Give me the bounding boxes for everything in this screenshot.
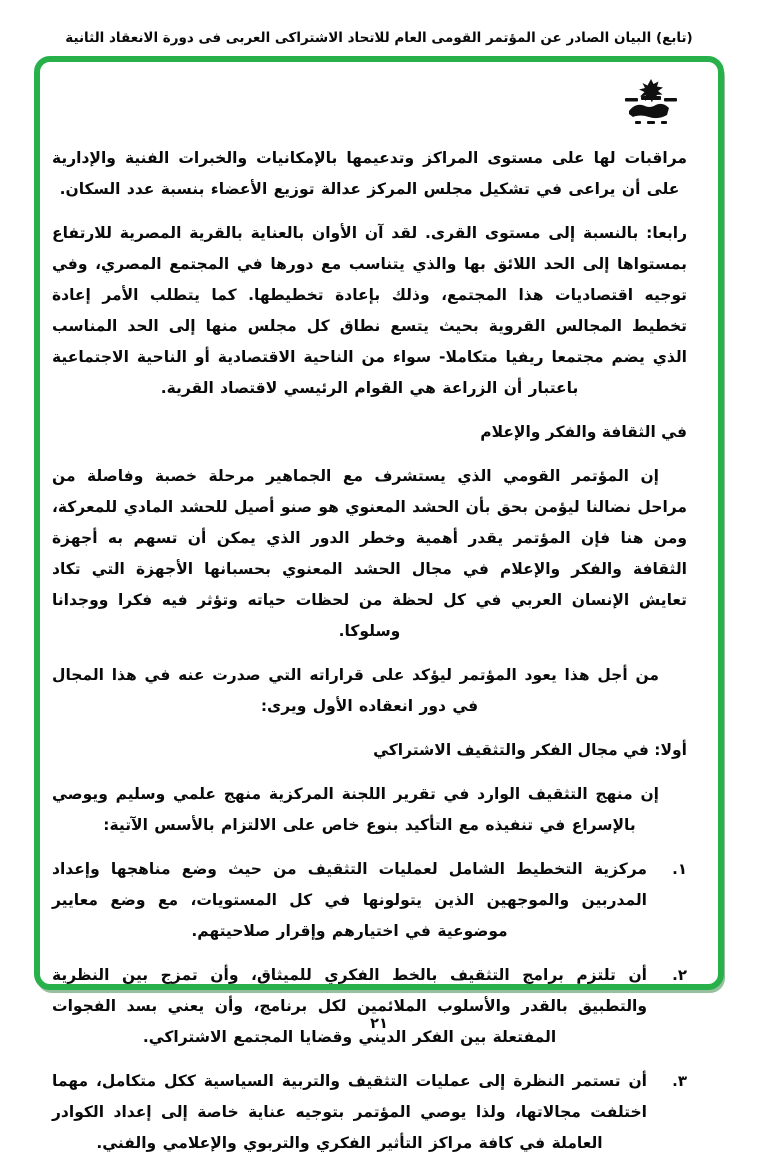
- section-heading-first: أولا: في مجال الفكر والتثقيف الاشتراكي: [373, 741, 687, 759]
- list-item: [52, 1066, 687, 1159]
- paragraph-reaffirm-decisions: من أجل هذا يعود المؤتمر ليؤكد على قراراته التي صدرت عنه في هذا المجال في دور انعقاده الأول ويرى:: [52, 666, 659, 715]
- document-page: [0, 30, 758, 1152]
- list-item: [52, 854, 687, 947]
- paragraph-education-method: إن منهج التثقيف الوارد في تقرير اللجنة المركزية منهج علمي وسليم ويوصي بالإسراع في تنفيذه مع التأكيد بنوع خاص على الالتزام بالأسس الآتية:: [52, 785, 659, 834]
- document-header-title: (تابع) البيان الصادر عن المؤتمر القومى العام للاتحاد الاشتراكى العربى فى دورة الانعقاد الثانية: [65, 30, 693, 46]
- eagle-emblem-icon: [621, 78, 681, 128]
- paragraph-fourth-villages: رابعا: بالنسبة إلى مستوى القرى. لقد آن الأوان بالعناية بالقرية المصرية للارتفاع بمستواها إلى الحد اللائق بها والذي يتناسب مع دورها في المجتمع المصري، وفي توجيه اقتصاديات هذا المجتمع، وذلك بإعادة تخطيطها. كما يتطلب الأمر إعادة تخطيط المجالس القروية بحيث يتسع نطاق كل مجلس منها إلى الحد المناسب الذي يضم مجتمعا ريفيا متكاملا- سواء من الناحية الاقتصادية أو الناحية الاجتماعية باعتبار أن الزراعة هي القوام الرئيسي لاقتصاد القرية.: [52, 224, 687, 397]
- section-heading-culture: في الثقافة والفكر والإعلام: [480, 423, 687, 441]
- list-item-marker: ٢.: [672, 966, 687, 984]
- paragraph-continuation: مراقبات لها على مستوى المراكز وتدعيمها بالإمكانيات والخبرات الفنية والإدارية على أن يراعى في تشكيل مجلس المركز عدالة توزيع الأعضاء بنسبة عدد السكان.: [52, 149, 687, 198]
- numbered-list: [52, 854, 687, 1159]
- list-item-marker: ١.: [672, 860, 687, 878]
- page-number: ٢١: [370, 1016, 388, 1032]
- list-item: [52, 960, 687, 1053]
- list-item-text: مركزية التخطيط الشامل لعمليات التثقيف من حيث وضع مناهجها وإعداد المدربين والموجهين الذين يتولونها في كل المستويات، مع وضع معايير موضوعية في اختيارهم وإقرار صلاحيتهم.: [52, 860, 647, 940]
- logo-row: [52, 78, 681, 130]
- list-item-text: أن تستمر النظرة إلى عمليات التثقيف والتربية السياسية ككل متكامل، مهما اختلفت مجالاتها، ولذا يوصي المؤتمر بتوجيه عناية خاصة إلى إعداد الكوادر العاملة في كافة مراكز التأثير الفكري والتربوي والإعلامي والفني.: [52, 1072, 647, 1152]
- paragraph-conference-media: إن المؤتمر القومي الذي يستشرف مع الجماهير مرحلة خصبة وفاصلة من مراحل نضالنا ليؤمن بحق بأن الحشد المعنوي هو صنو أصيل للحشد المادي للمعركة، ومن هنا فإن المؤتمر يقدر أهمية وخطر الدور الذي يمكن أن تسهم به أجهزة الثقافة والفكر والإعلام في مجال الحشد المعنوي بحسبانها الأجهزة التي تكاد تعايش الإنسان العربي في كل لحظة من لحظات حياته وتؤثر فيه فكرا ووجدانا وسلوكا.: [52, 467, 687, 640]
- list-item-text: أن تلتزم برامج التثقيف بالخط الفكري للميثاق، وأن تمزج بين النظرية والتطبيق بالقدر والأسلوب الملائمين لكل برنامج، وأن يعني بسد الفجوات المفتعلة بين الفكر الديني وقضايا المجتمع الاشتراكي.: [52, 966, 647, 1046]
- list-item-marker: ٣.: [672, 1072, 687, 1090]
